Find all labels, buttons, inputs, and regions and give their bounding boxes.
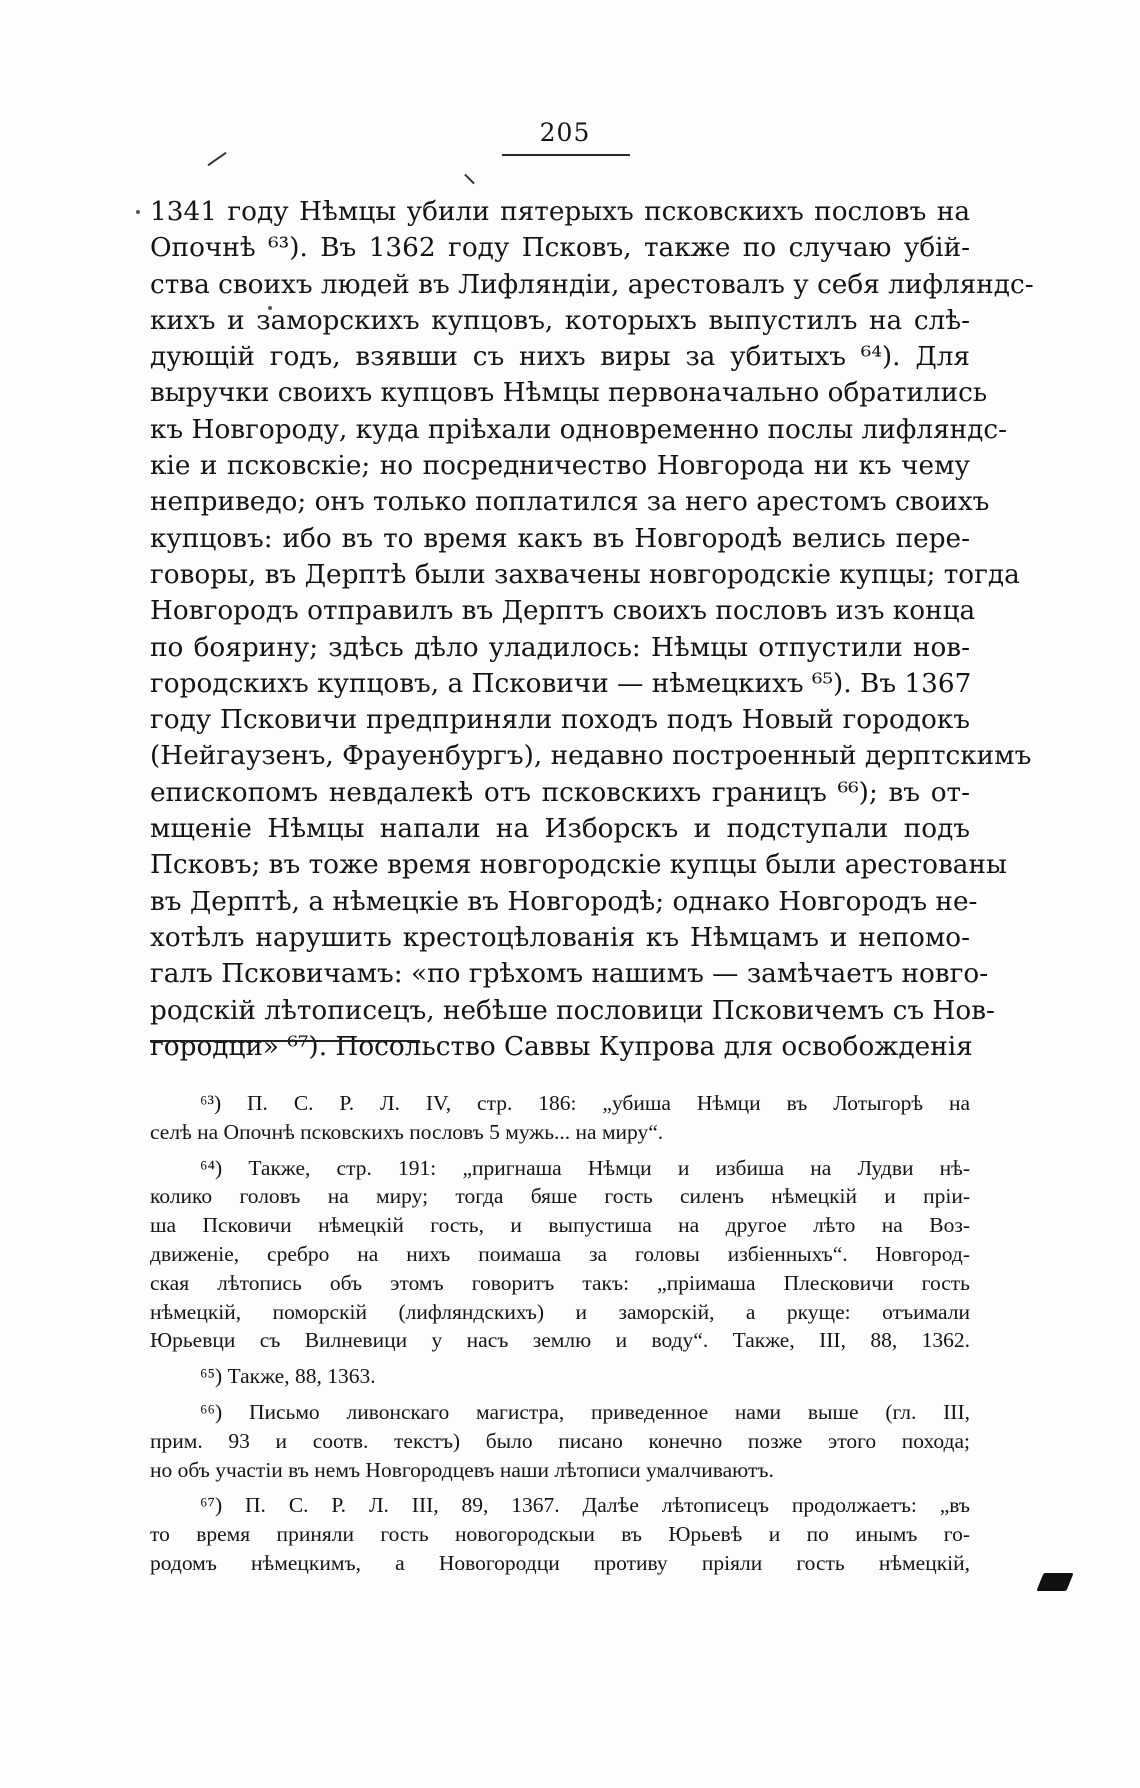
text-line: въ Дерптѣ, а нѣмецкіе въ Новгородѣ; однако Новгородъ не- [150, 886, 978, 917]
footnote-line: то время приняли гость новогородскыи въ Юрьевѣ и по инымъ го- [150, 1522, 970, 1547]
text-line: по боярину; здѣсь дѣло уладилось: Нѣмцы отпустили нов- [150, 632, 970, 663]
text-line: Опочнѣ ⁶³). Въ 1362 году Псковъ, также по случаю убій- [150, 233, 970, 264]
text-line: говоры, въ Дерптѣ были захвачены новгородскіе купцы; тогда [150, 559, 1020, 590]
footnote-line: Юрьевци съ Вилневици у насъ землю и воду“. Также, III, 88, 1362. [150, 1328, 970, 1353]
footnote-line: колико головъ на миру; тогда бяше гость силенъ нѣмецкій и пріи- [150, 1184, 970, 1209]
footnote-line: движеніе, сребро на нихъ поимаша за головы избіенныхъ“. Новгород- [150, 1241, 970, 1266]
text-line: мщеніе Нѣмцы напали на Изборскъ и подступали подъ [150, 814, 970, 845]
text-line: кіе и псковскіе; но посредничество Новгорода ни къ чему [150, 451, 970, 482]
footnote-65 [150, 1362, 970, 1391]
ink-smudge [1036, 1573, 1073, 1591]
text-line: дующій годъ, взявши съ нихъ виры за убитыхъ ⁶⁴). Для [150, 342, 970, 373]
pencil-mark [207, 152, 226, 166]
text-line: 1341 году Нѣмцы убили пятерыхъ псковскихъ пословъ на [150, 197, 970, 227]
footnote-line: ша Псковичи нѣмецкій гость, и выпустиша на другое лѣто на Воз- [150, 1213, 970, 1238]
footnote-line: ⁶⁷) П. С. Р. Л. III, 89, 1367. Далѣе лѣтописецъ продолжаетъ: „въ [200, 1493, 970, 1518]
text-line: галъ Псковичамъ: «по грѣхомъ нашимъ — замѣчаетъ новго- [150, 959, 989, 990]
margin-dot [136, 210, 140, 214]
header-rule [502, 154, 630, 156]
text-line: Новгородъ отправилъ въ Дерптъ своихъ пословъ изъ конца [150, 596, 976, 627]
text-line: хотѣлъ нарушить крестоцѣлованія къ Нѣмцамъ и непомо- [150, 922, 970, 953]
text-line: купцовъ: ибо въ то время какъ въ Новгородѣ велись пере- [150, 523, 970, 554]
footnote-line: но объ участіи въ немъ Новгородцевъ наши лѣтописи умалчиваютъ. [150, 1457, 774, 1482]
text-line: городци» ⁶⁷). Посольство Саввы Купрова для освобожденія [150, 1031, 973, 1062]
text-line: родскій лѣтописецъ, небѣше пословици Псковичемъ съ Нов- [150, 995, 995, 1026]
footnote-line: прим. 93 и соотв. текстъ) было писано конечно позже этого похода; [150, 1428, 970, 1453]
text-line: къ Новгороду, куда пріѣхали одновременно послы лифляндс- [150, 414, 1007, 445]
footnote-line: ⁶⁵) Также, 88, 1363. [200, 1364, 376, 1389]
text-line: городскихъ купцовъ, а Псковичи — нѣмецкихъ ⁶⁵). Въ 1367 [150, 668, 972, 699]
footnote-line: ⁶⁴) Также, стр. 191: „пригнаша Нѣмци и избиша на Лудви нѣ- [200, 1155, 970, 1180]
footnote-line: нѣмецкій, поморскій (лифляндскихъ) и заморскій, а ркуще: отъимали [150, 1299, 970, 1324]
text-line: епископомъ невдалекѣ отъ псковскихъ границъ ⁶⁶); въ от- [150, 777, 970, 808]
page-number: 205 [539, 118, 591, 147]
footnote-line: ⁶³) П. С. Р. Л. IV, стр. 186: „убиша Нѣмци въ Лотыгорѣ на [200, 1091, 970, 1115]
text-line: (Нейгаузенъ, Фрауенбургъ), недавно построенный дерптскимъ [150, 741, 1032, 772]
footnote-64 [150, 1154, 970, 1356]
footnote-line: родомъ нѣмецкимъ, а Новогородци противу пріяли гость нѣмецкій, [150, 1550, 970, 1575]
text-line: выручки своихъ купцовъ Нѣмцы первоначально обратились [150, 378, 988, 409]
footnote-line: ⁶⁶) Письмо ливонскаго магистра, приведенное нами выше (гл. III, [200, 1399, 970, 1424]
footnote-67 [150, 1491, 970, 1577]
text-line: ства своихъ людей въ Лифляндіи, арестовалъ у себя лифляндс- [150, 269, 1034, 300]
text-line: неприведо; онъ только поплатился за него арестомъ своихъ [150, 487, 990, 518]
text-line: году Псковичи предприняли походъ подъ Новый городокъ [150, 705, 970, 736]
text-line: Псковъ; въ тоже время новгородскіе купцы были арестованы [150, 850, 1007, 881]
footnote-63 [150, 1089, 970, 1147]
footnote-66 [150, 1398, 970, 1484]
main-text [150, 194, 1034, 1065]
footnotes [150, 1089, 970, 1585]
text-line: кихъ и заморскихъ купцовъ, которыхъ выпустилъ на слѣ- [150, 305, 970, 336]
footnote-line: ская лѣтопись объ этомъ говоритъ такъ: „пріимаша Плесковичи гость [150, 1270, 970, 1295]
footnote-line: селѣ на Опочнѣ псковскихъ пословъ 5 мужь... на миру“. [150, 1119, 664, 1144]
pencil-mark [464, 174, 475, 185]
footnote-rule [150, 1040, 420, 1042]
